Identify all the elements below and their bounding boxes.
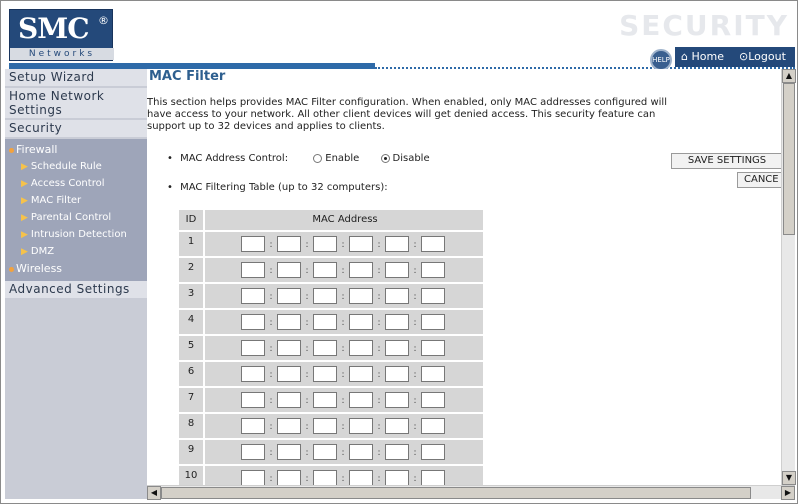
mac-octet-input[interactable] — [385, 444, 409, 460]
mac-octet-input[interactable] — [241, 262, 265, 278]
logout-link[interactable] — [739, 50, 786, 63]
sidebar-item-wireless[interactable] — [5, 260, 147, 277]
sidebar-item-label: Security — [9, 121, 63, 135]
mac-octet-input[interactable] — [421, 314, 445, 330]
mac-octet-input[interactable] — [241, 366, 265, 382]
sidebar-item-advanced-settings[interactable] — [5, 281, 147, 298]
triangle-right-icon: ▶ — [21, 196, 28, 206]
mac-octet-input[interactable] — [277, 262, 301, 278]
mac-separator: : — [341, 266, 345, 276]
sidebar-item-label: Setup Wizard — [9, 70, 95, 84]
mac-octet-input[interactable] — [313, 418, 337, 434]
table-row — [179, 256, 483, 282]
sidebar-item-label: MAC Filter — [30, 195, 82, 206]
mac-separator: : — [413, 474, 417, 484]
mac-separator: : — [377, 370, 381, 380]
mac-separator: : — [377, 266, 381, 276]
mac-separator: : — [413, 266, 417, 276]
help-icon-label: HELP — [652, 56, 670, 64]
mac-octet-input[interactable] — [349, 288, 373, 304]
mac-octet-input[interactable] — [349, 340, 373, 356]
mac-octet-input[interactable] — [241, 444, 265, 460]
logout-icon: ⊙ — [739, 50, 749, 63]
mac-octet-input[interactable] — [313, 366, 337, 382]
mac-octet-input[interactable] — [277, 444, 301, 460]
logo-subtext: Networks — [10, 48, 114, 60]
mac-octet-input[interactable] — [421, 236, 445, 252]
mac-octet-input[interactable] — [277, 366, 301, 382]
mac-octet-input[interactable] — [349, 236, 373, 252]
sidebar-item-label: Schedule Rule — [30, 161, 102, 172]
bullet-icon: • — [167, 153, 173, 164]
table-row — [179, 282, 483, 308]
mac-octet-input[interactable] — [421, 288, 445, 304]
table-header — [179, 210, 483, 230]
mac-octet-input[interactable] — [313, 288, 337, 304]
smc-logo — [9, 9, 113, 61]
mac-octet-input[interactable] — [313, 470, 337, 485]
save-settings-button[interactable]: SAVE SETTINGS — [671, 153, 781, 169]
sidebar-item-home-network-settings[interactable] — [5, 88, 147, 118]
row-id: 6 — [179, 362, 205, 386]
mac-control-row — [167, 153, 430, 164]
sidebar-item-label-line2: Settings — [9, 103, 63, 117]
mac-separator: : — [341, 344, 345, 354]
mac-separator: : — [305, 474, 309, 484]
sidebar-item-dmz[interactable] — [5, 243, 147, 260]
sidebar-item-label: Advanced Settings — [9, 282, 130, 296]
vertical-scroll-thumb[interactable] — [783, 83, 795, 235]
mac-octet-input[interactable] — [421, 470, 445, 485]
mac-octet-input[interactable] — [277, 392, 301, 408]
mac-separator: : — [269, 266, 273, 276]
main-content — [147, 69, 781, 485]
row-id: 1 — [179, 232, 205, 256]
mac-octet-input[interactable] — [421, 262, 445, 278]
row-id: 3 — [179, 284, 205, 308]
mac-octet-input[interactable] — [385, 236, 409, 252]
mac-separator: : — [341, 474, 345, 484]
logout-link-label: Logout — [748, 50, 786, 63]
enable-radio-label: Enable — [325, 153, 360, 164]
sidebar-item-security[interactable] — [5, 120, 147, 137]
mac-octets — [241, 470, 445, 485]
row-id: 5 — [179, 336, 205, 360]
sidebar-item-setup-wizard[interactable] — [5, 69, 147, 86]
mac-octet-input[interactable] — [385, 470, 409, 485]
mac-octet-input[interactable] — [277, 340, 301, 356]
home-link-label: Home — [691, 50, 724, 63]
sidebar-item-firewall[interactable] — [5, 141, 147, 158]
mac-octet-input[interactable] — [385, 340, 409, 356]
mac-separator: : — [269, 396, 273, 406]
mac-separator: : — [269, 370, 273, 380]
enable-radio[interactable] — [313, 154, 322, 163]
mac-octet-input[interactable] — [277, 288, 301, 304]
mac-separator: : — [305, 448, 309, 458]
mac-separator: : — [269, 422, 273, 432]
mac-separator: : — [341, 422, 345, 432]
mac-octets — [241, 262, 445, 278]
mac-separator: : — [413, 240, 417, 250]
mac-octet-input[interactable] — [277, 470, 301, 485]
sidebar-item-label: Intrusion Detection — [30, 229, 127, 240]
mac-octet-input[interactable] — [277, 418, 301, 434]
mac-separator: : — [305, 318, 309, 328]
mac-filter-table — [179, 210, 483, 485]
mac-octet-input[interactable] — [241, 418, 265, 434]
sidebar-item-label: Access Control — [30, 178, 105, 189]
sidebar-item-label: Wireless — [16, 262, 63, 275]
mac-separator: : — [413, 344, 417, 354]
mac-table-title-label: MAC Filtering Table (up to 32 computers): — [180, 182, 388, 193]
mac-octet-input[interactable] — [421, 340, 445, 356]
section-title: SECURITY — [619, 9, 789, 42]
row-id: 8 — [179, 414, 205, 438]
mac-separator: : — [305, 240, 309, 250]
mac-octet-input[interactable] — [421, 444, 445, 460]
mac-octets — [241, 236, 445, 252]
sidebar-item-mac-filter[interactable] — [5, 192, 147, 209]
mac-separator: : — [341, 370, 345, 380]
mac-separator: : — [269, 240, 273, 250]
home-link[interactable] — [681, 50, 724, 63]
col-header-id: ID — [179, 210, 205, 230]
mac-octet-input[interactable] — [349, 314, 373, 330]
top-nav — [675, 47, 795, 67]
mac-separator: : — [341, 396, 345, 406]
mac-octet-input[interactable] — [385, 366, 409, 382]
scroll-down-arrow-icon[interactable]: ▼ — [782, 471, 796, 485]
scroll-right-arrow-icon[interactable]: ▶ — [781, 486, 795, 500]
mac-separator: : — [305, 266, 309, 276]
mac-octet-input[interactable] — [241, 236, 265, 252]
mac-octet-input[interactable] — [349, 262, 373, 278]
table-row — [179, 412, 483, 438]
sidebar-item-label: Firewall — [16, 143, 58, 156]
row-id: 4 — [179, 310, 205, 334]
row-id: 2 — [179, 258, 205, 282]
mac-octet-input[interactable] — [313, 314, 337, 330]
table-row — [179, 308, 483, 334]
mac-octet-input[interactable] — [241, 392, 265, 408]
triangle-right-icon: ▶ — [21, 179, 28, 189]
mac-octet-input[interactable] — [313, 444, 337, 460]
mac-separator: : — [413, 396, 417, 406]
mac-octet-input[interactable] — [421, 418, 445, 434]
mac-separator: : — [305, 344, 309, 354]
mac-separator: : — [413, 422, 417, 432]
mac-table-title — [167, 182, 388, 193]
mac-octets — [241, 314, 445, 330]
disable-radio-label: Disable — [392, 153, 430, 164]
mac-separator: : — [305, 422, 309, 432]
mac-octet-input[interactable] — [349, 366, 373, 382]
mac-separator: : — [269, 318, 273, 328]
mac-separator: : — [413, 318, 417, 328]
sidebar-item-label: Parental Control — [30, 212, 112, 223]
sidebar-item-label: DMZ — [30, 246, 55, 257]
horizontal-scroll-thumb[interactable] — [161, 487, 751, 499]
table-row — [179, 438, 483, 464]
mac-control-label: MAC Address Control: — [180, 153, 289, 164]
mac-separator: : — [269, 474, 273, 484]
mac-octets — [241, 288, 445, 304]
mac-octet-input[interactable] — [313, 340, 337, 356]
mac-octet-input[interactable] — [277, 314, 301, 330]
mac-octet-input[interactable] — [385, 262, 409, 278]
mac-octet-input[interactable] — [241, 288, 265, 304]
mac-octet-input[interactable] — [349, 470, 373, 485]
mac-octets — [241, 418, 445, 434]
sidebar-item-intrusion-detection[interactable] — [5, 226, 147, 243]
bullet-icon: • — [167, 182, 173, 193]
sidebar-item-label: Home Network — [9, 89, 105, 103]
table-row — [179, 230, 483, 256]
row-id: 10 — [179, 466, 205, 485]
triangle-right-icon: ▶ — [21, 213, 28, 223]
mac-separator: : — [377, 292, 381, 302]
mac-octets — [241, 340, 445, 356]
mac-separator: : — [377, 318, 381, 328]
enable-radio-group[interactable] — [313, 153, 359, 164]
page-description: This section helps provides MAC Filter configuration. When enabled, only MAC addresses configured will have access to your network. All other client devices will get denied access. This security feature can support up to 32 devices and applies to clients. — [147, 97, 667, 132]
row-id: 9 — [179, 440, 205, 464]
mac-octet-input[interactable] — [421, 366, 445, 382]
home-icon: ⌂ — [681, 50, 688, 63]
mac-octet-input[interactable] — [349, 444, 373, 460]
mac-separator: : — [305, 396, 309, 406]
mac-separator: : — [341, 318, 345, 328]
triangle-right-icon: ▶ — [21, 247, 28, 257]
logo-main-text: SMC — [18, 12, 89, 45]
mac-octet-input[interactable] — [241, 340, 265, 356]
mac-separator: : — [377, 474, 381, 484]
sidebar-security-submenu — [5, 139, 147, 281]
header — [5, 5, 795, 67]
mac-octet-input[interactable] — [313, 236, 337, 252]
mac-separator: : — [377, 422, 381, 432]
mac-octet-input[interactable] — [349, 392, 373, 408]
col-header-mac: MAC Address — [312, 214, 378, 225]
mac-octet-input[interactable] — [421, 392, 445, 408]
table-row — [179, 464, 483, 485]
mac-octets — [241, 366, 445, 382]
mac-separator: : — [377, 448, 381, 458]
mac-octet-input[interactable] — [349, 418, 373, 434]
mac-octet-input[interactable] — [277, 236, 301, 252]
mac-separator: : — [305, 292, 309, 302]
disable-radio-group[interactable] — [381, 153, 430, 164]
mac-octet-input[interactable] — [385, 288, 409, 304]
mac-separator: : — [413, 370, 417, 380]
page-title: MAC Filter — [149, 69, 226, 84]
help-icon[interactable] — [650, 49, 672, 71]
mac-separator: : — [413, 448, 417, 458]
mac-octets — [241, 392, 445, 408]
orange-dot-icon — [9, 148, 14, 153]
scroll-up-arrow-icon[interactable]: ▲ — [782, 69, 796, 83]
mac-separator: : — [377, 344, 381, 354]
mac-separator: : — [269, 448, 273, 458]
horizontal-scrollbar[interactable] — [147, 485, 795, 499]
triangle-right-icon: ▶ — [21, 162, 28, 172]
mac-separator: : — [377, 240, 381, 250]
mac-separator: : — [269, 344, 273, 354]
mac-octet-input[interactable] — [313, 262, 337, 278]
mac-separator: : — [413, 292, 417, 302]
mac-octet-input[interactable] — [385, 392, 409, 408]
sidebar-item-access-control[interactable] — [5, 175, 147, 192]
table-row — [179, 360, 483, 386]
mac-separator: : — [269, 292, 273, 302]
table-row — [179, 386, 483, 412]
vertical-scrollbar[interactable] — [781, 69, 795, 485]
disable-radio[interactable] — [381, 154, 390, 163]
mac-octet-input[interactable] — [313, 392, 337, 408]
mac-octet-input[interactable] — [385, 418, 409, 434]
mac-separator: : — [305, 370, 309, 380]
table-row — [179, 334, 483, 360]
mac-octets — [241, 444, 445, 460]
sidebar-item-schedule-rule[interactable] — [5, 158, 147, 175]
cancel-button[interactable]: CANCE — [737, 172, 781, 188]
mac-separator: : — [341, 240, 345, 250]
mac-octet-input[interactable] — [241, 314, 265, 330]
logo-registered-mark: ® — [98, 14, 109, 27]
sidebar — [5, 69, 147, 499]
mac-separator: : — [341, 448, 345, 458]
orange-dot-icon — [9, 267, 14, 272]
sidebar-item-parental-control[interactable] — [5, 209, 147, 226]
mac-separator: : — [377, 396, 381, 406]
row-id: 7 — [179, 388, 205, 412]
mac-octet-input[interactable] — [385, 314, 409, 330]
scroll-left-arrow-icon[interactable]: ◀ — [147, 486, 161, 500]
mac-separator: : — [341, 292, 345, 302]
mac-octet-input[interactable] — [241, 470, 265, 485]
triangle-right-icon: ▶ — [21, 230, 28, 240]
